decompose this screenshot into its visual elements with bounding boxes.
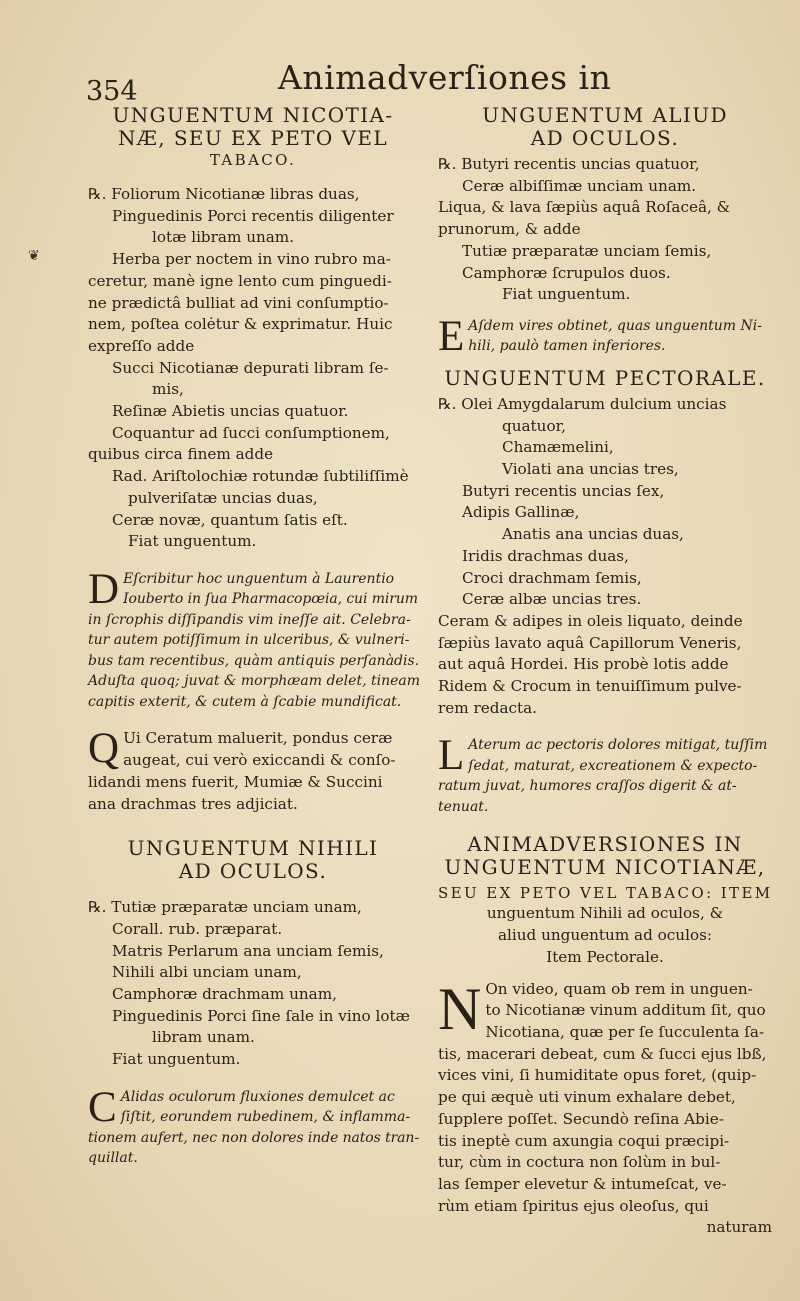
commentary-pectorale <box>438 732 772 817</box>
subheading-line: aliud unguentum ad oculos: <box>498 926 712 945</box>
heading-line: AD OCULOS. <box>530 126 680 150</box>
recipe-line: nem, poſtea colėtur & exprimatur. Huic <box>88 315 393 334</box>
recipe-line: Coquantur ad ſucci conſumptionem, <box>112 423 390 442</box>
para-line: tis ineptè cum axungia coqui præcipi- <box>438 1131 730 1150</box>
recipe-nicotianae <box>88 184 418 553</box>
note-line: tur autem potiſſimum in ulceribus, & vulneri- <box>88 632 410 649</box>
recipe-line: pulveriſatæ uncias duas, <box>128 488 318 507</box>
recipe-line: Anatis ana uncias duas, <box>502 525 684 544</box>
note-line: hili, paulò tamen inferiores. <box>468 338 666 355</box>
para-line: ana drachmas tres adjiciat. <box>88 794 298 813</box>
recipe-line: ℞. Butyri recentis uncias quatuor, <box>438 155 700 173</box>
note-line: in ſcrophis diſſipandis vim ineſſe ait. Celebra- <box>88 611 411 628</box>
heading-line: UNGUENTUM ALIUD <box>482 103 728 127</box>
para-line: vices vini, ſi humiditate opus foret, (quip- <box>438 1066 757 1085</box>
heading-unguentum-pectorale <box>438 367 772 390</box>
recipe-line: aut aquâ Hordei. His probè lotis adde <box>438 655 729 674</box>
commentary-nicotianae <box>88 565 421 713</box>
para-line: Ui Ceratum maluerit, pondus ceræ <box>123 729 393 748</box>
recipe-line: Camphoræ ſcrupulos duos. <box>462 263 671 282</box>
heading-line: ANIMADVERSIONES IN <box>467 832 743 857</box>
running-title: Animadverſiones in <box>278 58 612 97</box>
recipe-line: Ceræ albiſſimæ unciam unam. <box>462 176 697 195</box>
heading-line: AD OCULOS. <box>178 859 328 884</box>
recipe-line: Tutiæ præparatæ unciam ſemis, <box>462 241 712 260</box>
recipe-line: rem redacta. <box>438 698 537 717</box>
recipe-line: Matris Perlarum ana unciam ſemis, <box>112 941 384 960</box>
para-line: lidandi mens fuerit, Mumiæ & Succini <box>88 772 383 791</box>
recipe-line: Ceræ novæ, quantum ſatis eſt. <box>112 510 348 529</box>
para-line: pe qui æquè uti vinum exhalare debet, <box>438 1088 736 1107</box>
recipe-line: Fiat unguentum. <box>502 285 631 304</box>
drop-cap: C <box>88 1083 117 1131</box>
para-line: Nicotiana, quæ per ſe ſucculenta ſa- <box>485 1022 765 1041</box>
heading-unguentum-nicotianae <box>88 104 418 170</box>
recipe-line: Violati ana uncias tres, <box>502 460 679 479</box>
note-line: bus tam recentibus, quàm antiquis perſanàdis. <box>88 652 420 669</box>
recipe-line: Adipis Gallinæ, <box>462 503 580 522</box>
recipe-line: Nihili albi unciam unam, <box>112 963 302 982</box>
note-line: capitis exterit, & cutem à ſcabie mundificat. <box>88 693 402 710</box>
recipe-line: Ceræ albæ uncias tres. <box>462 590 642 609</box>
recipe-pectorale <box>438 394 772 720</box>
recipe-line: lotæ libram unam. <box>152 228 295 247</box>
note-line: Aſdem vires obtinet, quas unguentum Ni- <box>468 317 762 334</box>
note-line: tenuat. <box>438 798 489 815</box>
recipe-line: Croci drachmam ſemis, <box>462 568 642 587</box>
recipe-line: Ceram & adipes in oleis liquato, deinde <box>438 611 743 630</box>
note-line: Aterum ac pectoris dolores mitigat, tuſſim <box>468 737 768 754</box>
catchword: naturam <box>706 1218 772 1237</box>
heading-line: UNGUENTUM NICOTIA- <box>112 103 394 127</box>
recipe-line: ℞. Foliorum Nicotianæ libras duas, <box>88 185 360 203</box>
page-number: 354 <box>86 76 138 107</box>
recipe-line: Corall. rub. præparat. <box>112 919 283 938</box>
recipe-line: expreſſo adde <box>88 336 195 355</box>
recipe-line: prunorum, & adde <box>438 220 581 239</box>
recipe-line: ℞. Olei Amygdalarum dulcium uncias <box>438 394 727 413</box>
para-line: tur, cùm in coctura non ſolùm in bul- <box>438 1153 721 1172</box>
drop-cap: E <box>438 312 465 360</box>
heading-animadversiones <box>438 833 772 879</box>
recipe-line: Rad. Ariſtolochiæ rotundæ ſubtiliſſimè <box>112 467 409 486</box>
drop-cap: Q <box>88 725 120 773</box>
recipe-line: Succi Nicotianæ depurati libram ſe- <box>112 358 389 377</box>
subheading-animadversiones <box>438 883 772 968</box>
paragraph-animadversiones <box>438 975 772 1239</box>
heading-line: UNGUENTUM NICOTIANÆ, <box>444 855 766 880</box>
recipe-line: Chamæmelini, <box>502 438 614 457</box>
paragraph-ceratum <box>88 725 418 815</box>
recipe-line: mis, <box>152 380 184 399</box>
note-line: ſedat, maturat, excreationem & expecto- <box>468 757 758 774</box>
subheading-line: unguentum Nihili ad oculos, & <box>486 904 724 923</box>
recipe-line: Butyri recentis uncias ſex, <box>462 481 665 500</box>
recipe-line: ne prædictâ bulliat ad vini conſumptio- <box>88 293 389 312</box>
heading-line: TABACO. <box>209 151 297 169</box>
para-line: las ſemper elevetur & intumeſcat, ve- <box>438 1174 727 1193</box>
left-column <box>88 103 421 1169</box>
note-line: Eſcribitur hoc unguentum à Laurentio <box>123 570 395 587</box>
heading-unguentum-aliud <box>438 104 772 150</box>
recipe-line: ceretur, manè igne lento cum pinguedi- <box>88 271 392 290</box>
note-line: Alidas oculorum fluxiones demulcet ac <box>120 1088 395 1105</box>
recipe-line: Liqua, & lava ſæpiùs aquâ Roſaceâ, & <box>438 198 731 217</box>
para-line: On video, quam ob rem in unguen- <box>485 979 753 998</box>
commentary-aliud <box>438 312 772 360</box>
recipe-nihili <box>88 897 418 1071</box>
note-line: Aduſta quoq; juvat & morphæam delet, tineam <box>88 673 421 690</box>
drop-cap: L <box>438 732 465 780</box>
recipe-line: ℞. Tutiæ præparatæ unciam unam, <box>88 898 362 917</box>
heading-unguentum-nihili <box>88 837 418 883</box>
heading-line: NÆ, SEU EX PETO VEL <box>117 126 389 150</box>
subheading-line: Item Pectorale. <box>546 947 664 966</box>
recipe-line: Herba per noctem in vino rubro ma- <box>112 250 391 269</box>
drop-cap: D <box>88 565 120 613</box>
recipe-line: Reſinæ Abietis uncias quatuor. <box>112 402 349 421</box>
recipe-line: quatuor, <box>502 416 567 435</box>
para-line: rùm etiam ſpiritus ejus oleoſus, qui <box>438 1196 709 1215</box>
drop-cap: N <box>438 975 482 1042</box>
recipe-line: Iridis drachmas duas, <box>462 546 629 565</box>
para-line: ſupplere poſſet. Secundò reſina Abie- <box>438 1109 724 1128</box>
recipe-line: Fiat unguentum. <box>112 1050 241 1069</box>
note-line: tionem aufert, nec non dolores inde natos tran- <box>88 1129 419 1146</box>
margin-mark-icon: ❦ <box>28 248 40 264</box>
page-header <box>0 54 800 107</box>
recipe-line: Pinguedinis Porci recentis diligenter <box>112 206 394 225</box>
heading-line: UNGUENTUM NIHILI <box>127 836 379 861</box>
para-line: tis, macerari debeat, cum & ſucci ejus lbß, <box>438 1044 767 1063</box>
recipe-line: ſæpiùs lavato aquâ Capillorum Veneris, <box>438 633 742 652</box>
recipe-aliud <box>438 154 772 306</box>
recipe-line: quibus circa finem adde <box>88 445 274 464</box>
note-line: quillat. <box>88 1150 138 1167</box>
note-line: Iouberto in ſua Pharmacopœia, cui mirum <box>123 591 418 608</box>
recipe-line: libram unam. <box>152 1028 255 1047</box>
right-column <box>438 104 772 1239</box>
recipe-line: Ridem & Crocum in tenuiſſimum pulve- <box>438 677 742 696</box>
recipe-line: Camphoræ drachmam unam, <box>112 985 337 1004</box>
para-line: augeat, cui verò exiccandi & conſo- <box>123 751 396 770</box>
note-line: ſiſtit, eorundem rubedinem, & inflamma- <box>120 1109 411 1126</box>
subheading-line: SEU EX PETO VEL TABACO: ITEM <box>438 884 773 903</box>
commentary-nihili <box>88 1083 419 1169</box>
heading-line: UNGUENTUM PECTORALE. <box>444 365 766 390</box>
para-line: to Nicotianæ vinum additum ſit, quo <box>485 1001 766 1020</box>
recipe-line: Pinguedinis Porci ſine ſale in vino lotæ <box>112 1006 410 1025</box>
recipe-line: Fiat unguentum. <box>128 532 257 551</box>
note-line: ratum juvat, humores craſſos digerit & at- <box>438 778 737 795</box>
